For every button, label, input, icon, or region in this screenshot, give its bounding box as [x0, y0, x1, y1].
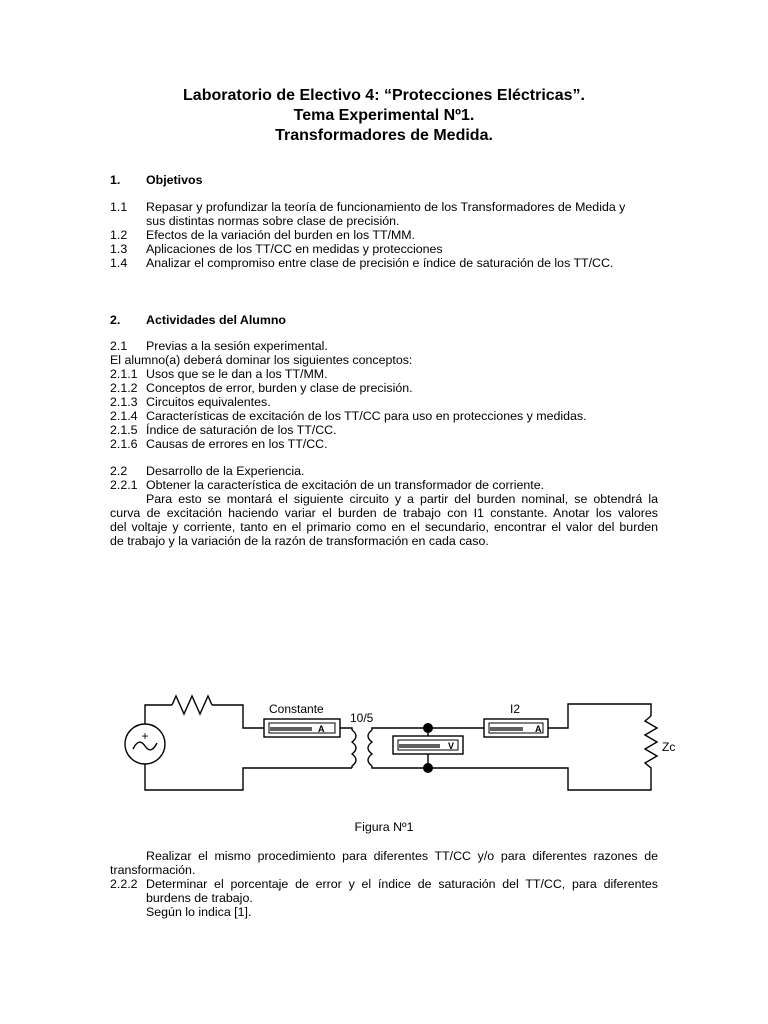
procedure-paragraph-line: de trabajo y la variación de la razón de transformación en cada caso.	[110, 534, 489, 548]
load-label: Zc	[662, 740, 676, 754]
objective-number: 1.4	[110, 256, 128, 270]
resistor-icon	[172, 696, 212, 714]
concepts-intro: El alumno(a) deberá dominar los siguientes conceptos:	[110, 353, 413, 367]
section-1-number: 1.	[110, 173, 121, 187]
junction-dot-top	[423, 723, 433, 733]
objective-number: 1.2	[110, 228, 128, 242]
section-2-title: Actividades del Alumno	[146, 313, 286, 327]
subsection-2-2-title: Desarrollo de la Experiencia.	[146, 464, 305, 478]
repeat-procedure-line: Realizar el mismo procedimiento para diferentes TT/CC y/o para diferentes razones de	[146, 849, 658, 863]
subsection-2-2-2-text: burdens de trabajo.	[146, 891, 253, 905]
concept-text: Índice de saturación de los TT/CC.	[146, 423, 337, 437]
primary-coil-icon	[352, 730, 356, 768]
subsection-2-1-title: Previas a la sesión experimental.	[146, 339, 328, 353]
repeat-procedure-line: transformación.	[110, 863, 196, 877]
concept-number: 2.1.2	[110, 381, 138, 395]
subsection-2-2-number: 2.2	[110, 464, 128, 478]
document-title-line2: Tema Experimental Nº1.	[293, 107, 475, 124]
source-polarity-label: +	[141, 729, 149, 743]
figure-caption: Figura Nº1	[354, 820, 414, 834]
reference-note: Según lo indica [1].	[146, 905, 252, 919]
objective-text: Efectos de la variación del burden en los TT/MM.	[146, 228, 416, 242]
section-1-title: Objetivos	[146, 173, 203, 187]
concept-number: 2.1.6	[110, 437, 138, 451]
objective-text: Analizar el compromiso entre clase de precisión e índice de saturación de los TT/CC.	[146, 256, 614, 270]
concept-text: Causas de errores en los TT/CC.	[146, 437, 328, 451]
concept-number: 2.1.5	[110, 423, 138, 437]
voltmeter-unit: V	[448, 741, 455, 751]
meter2-label: I2	[510, 702, 521, 716]
concept-text: Usos que se le dan a los TT/MM.	[146, 367, 328, 381]
ammeter1-unit: A	[318, 724, 325, 734]
objective-text: Aplicaciones de los TT/CC en medidas y protecciones	[146, 242, 443, 256]
concept-text: Circuitos equivalentes.	[146, 395, 271, 409]
procedure-paragraph-line: curva de excitación haciendo variar el burden de trabajo con I1 constante. Anotar los valores	[110, 506, 658, 520]
objective-text: Repasar y profundizar la teoría de funcionamiento de los Transformadores de Medida y	[146, 200, 626, 214]
subsection-2-2-1-title: Obtener la característica de excitación de un transformador de corriente.	[146, 478, 545, 492]
objective-number: 1.3	[110, 242, 128, 256]
subsection-2-1-number: 2.1	[110, 339, 128, 353]
procedure-paragraph-line: Para esto se montará el siguiente circuito y a partir del burden nominal, se obtendrá la	[146, 492, 658, 506]
concept-number: 2.1.4	[110, 409, 138, 423]
concept-number: 2.1.1	[110, 367, 138, 381]
junction-dot-bottom	[423, 763, 433, 773]
meter1-label: Constante	[269, 702, 324, 716]
procedure-paragraph-line: del voltaje y corriente, tanto en el primario como en el secundario, encontrar el valor del burden	[110, 520, 658, 534]
objective-number: 1.1	[110, 200, 128, 214]
concept-text: Características de excitación de los TT/CC para uso en protecciones y medidas.	[146, 409, 587, 423]
subsection-2-2-2-number: 2.2.2	[110, 877, 138, 891]
ammeter-constant	[264, 719, 340, 737]
objective-text-continued: sus distintas normas sobre clase de precisión.	[146, 214, 400, 228]
concept-text: Conceptos de error, burden y clase de precisión.	[146, 381, 413, 395]
document-title-line3: Transformadores de Medida.	[275, 127, 493, 144]
concept-number: 2.1.3	[110, 395, 138, 409]
subsection-2-2-2-text: Determinar el porcentaje de error y el índice de saturación del TT/CC, para diferentes	[146, 877, 658, 891]
transformer-ratio-label: 10/5	[350, 711, 374, 725]
section-2-number: 2.	[110, 313, 121, 327]
subsection-2-2-1-number: 2.2.1	[110, 478, 138, 492]
document-title-line1: Laboratorio de Electivo 4: “Protecciones Eléctricas”.	[183, 87, 585, 104]
sine-wave-icon	[133, 742, 157, 750]
ammeter2-unit: A	[535, 724, 542, 734]
load-impedance-icon	[645, 716, 657, 776]
